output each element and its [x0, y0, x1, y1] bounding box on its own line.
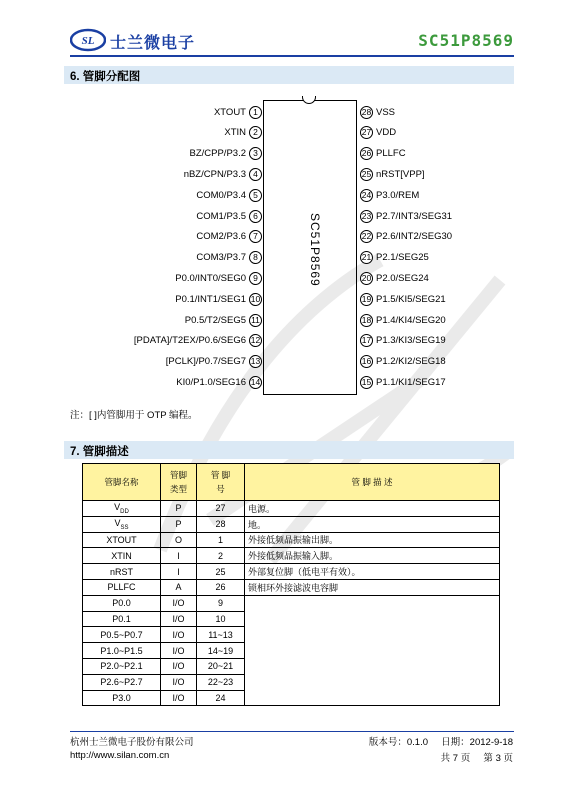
pin-name: P1.2/KI2/SEG18 — [376, 356, 446, 368]
pin-9 — [175, 270, 262, 286]
chip-label: SC51P8569 — [308, 213, 322, 287]
cell-type: O — [161, 532, 197, 548]
cell-name: P0.0 — [83, 595, 161, 611]
table-row — [83, 516, 500, 532]
pin-name: BZ/CPP/P3.2 — [189, 148, 246, 160]
pin-name: PLLFC — [376, 148, 406, 160]
cell-num: 2 — [197, 548, 245, 564]
table-row — [83, 501, 500, 517]
cell-type: I/O — [161, 611, 197, 627]
pin-name: KI0/P1.0/SEG16 — [176, 376, 246, 388]
cell-desc: 外接低频晶振输入脚。 — [245, 548, 500, 564]
cell-name: P2.6~P2.7 — [83, 674, 161, 690]
column-header-pin-name: 管脚名称 — [83, 464, 161, 501]
pin-11 — [185, 312, 262, 328]
cell-num: 1 — [197, 532, 245, 548]
cell-num: 26 — [197, 579, 245, 595]
pin-5 — [196, 187, 262, 203]
cell-type: A — [161, 579, 197, 595]
pin-number-badge: 3 — [249, 147, 262, 160]
cell-name: XTIN — [83, 548, 161, 564]
pin-number-badge: 4 — [249, 168, 262, 181]
cell-type: I/O — [161, 643, 197, 659]
cell-num: 10 — [197, 611, 245, 627]
pin-number-badge: 12 — [250, 335, 261, 346]
column-header-pin-type: 管脚 类型 — [161, 464, 197, 501]
cell-type: P — [161, 501, 197, 517]
pin-name: XTOUT — [213, 106, 246, 118]
pin-name: nBZ/CPN/P3.3 — [183, 168, 246, 180]
pin-name: [PDATA]/T2EX/P0.6/SEG6 — [133, 335, 246, 347]
cell-desc: 外接低频晶振输出脚。 — [245, 532, 500, 548]
pin-name: P2.0/SEG24 — [376, 272, 429, 284]
pin-27 — [360, 125, 396, 141]
cell-type: P — [161, 516, 197, 532]
cell-num: 11~13 — [197, 627, 245, 643]
pin-number-badge: 28 — [361, 106, 372, 117]
pin-name: P2.1/SEG25 — [376, 252, 429, 264]
pin-number-badge: 8 — [249, 251, 262, 264]
pin-19 — [360, 291, 446, 307]
cell-name: P3.0 — [83, 690, 161, 706]
footer-page-count: 共 7 页 第 3 页 — [440, 753, 513, 764]
section-heading-pin-description: 7. 管脚描述 — [64, 441, 514, 459]
pin-20 — [360, 270, 429, 286]
pin-name: P1.1/KI1/SEG17 — [376, 376, 446, 388]
pin-number-badge: 22 — [361, 231, 372, 242]
pin-number-badge: 21 — [361, 252, 372, 263]
pin-3 — [190, 146, 263, 162]
cell-num: 14~19 — [197, 643, 245, 659]
pin-number-badge: 6 — [249, 210, 262, 223]
pin-name: XTIN — [224, 127, 246, 139]
pin-23 — [360, 208, 452, 224]
otp-note: 注：[ ]内管脚用于 OTP 编程。 — [70, 410, 198, 421]
table-row — [83, 548, 500, 564]
pin-15 — [360, 374, 446, 390]
pin-12 — [134, 333, 262, 349]
pin-14 — [176, 374, 262, 390]
svg-text:SL: SL — [81, 35, 95, 47]
section-heading-pin-assignment: 6. 管脚分配图 — [64, 66, 514, 84]
cell-desc: 电源。 — [245, 501, 500, 517]
cell-type: I/O — [161, 658, 197, 674]
cell-num: 24 — [197, 690, 245, 706]
pin-number-badge: 20 — [361, 272, 372, 283]
pin-name: VDD — [376, 127, 397, 139]
cell-name: P2.0~P2.1 — [83, 658, 161, 674]
column-header-pin-number: 管 脚 号 — [197, 464, 245, 501]
pin-number-badge: 25 — [361, 168, 372, 179]
pin-name: COM1/P3.5 — [196, 210, 246, 222]
cell-name: PLLFC — [83, 579, 161, 595]
pin-name: [PCLK]/P0.7/SEG7 — [165, 356, 246, 368]
cell-type: I/O — [161, 690, 197, 706]
page-header — [70, 28, 514, 54]
pin-number-badge: 19 — [361, 293, 372, 304]
pin-name: COM2/P3.6 — [196, 231, 246, 243]
cell-type: I/O — [161, 627, 197, 643]
pin-number-badge: 24 — [361, 189, 372, 200]
table-row — [83, 564, 500, 580]
cell-num: 27 — [197, 501, 245, 517]
pin-name: P0.0/INT0/SEG0 — [175, 272, 246, 284]
cell-name: $V_{DD}$ — [83, 501, 161, 517]
pin-number-badge: 23 — [361, 210, 372, 221]
pin-number-badge: 13 — [250, 356, 261, 367]
pin-10 — [175, 291, 262, 307]
cell-num: 20~21 — [197, 658, 245, 674]
pin-name: COM0/P3.4 — [196, 189, 246, 201]
pin-28 — [360, 104, 395, 120]
pin-number-badge: 2 — [249, 126, 262, 139]
pin-26 — [360, 146, 406, 162]
pin-description-table — [82, 463, 500, 706]
footer-url: http://www.silan.com.cn — [70, 750, 170, 761]
cell-desc: 外部复位脚（低电平有效）。 — [245, 564, 500, 580]
pin-name: COM3/P3.7 — [196, 252, 246, 264]
cell-name: P0.5~P0.7 — [83, 627, 161, 643]
pin-name: P0.5/T2/SEG5 — [184, 314, 246, 326]
pin-name: P1.4/KI4/SEG20 — [376, 314, 446, 326]
table-row — [83, 532, 500, 548]
model-number: SC51P8569 — [418, 31, 514, 50]
pin-name: P2.7/INT3/SEG31 — [376, 210, 453, 222]
table-row — [83, 579, 500, 595]
column-header-pin-description: 管 脚 描 述 — [245, 464, 500, 501]
pin-name: nRST[VPP] — [376, 168, 425, 180]
footer-company: 杭州士兰微电子股份有限公司 — [70, 737, 194, 748]
pin-number-badge: 14 — [250, 376, 261, 387]
pin-number-badge: 26 — [361, 148, 372, 159]
pin-1 — [214, 104, 262, 120]
cell-name: P1.0~P1.5 — [83, 643, 161, 659]
cell-name: P0.1 — [83, 611, 161, 627]
pin-2 — [224, 125, 262, 141]
pin-number-badge: 15 — [361, 376, 372, 387]
pin-4 — [184, 166, 262, 182]
table-row — [83, 595, 500, 611]
pin-18 — [360, 312, 446, 328]
pin-number-badge: 1 — [249, 106, 262, 119]
footer-version-date: 版本号：0.1.0 日期：2012-9-18 — [368, 737, 513, 748]
pin-name: P1.3/KI3/SEG19 — [376, 335, 446, 347]
pin-16 — [360, 354, 446, 370]
cell-num: 22~23 — [197, 674, 245, 690]
pin-number-badge: 5 — [249, 189, 262, 202]
header-divider — [70, 55, 514, 57]
cell-type: I — [161, 564, 197, 580]
cell-num: 9 — [197, 595, 245, 611]
cell-name: XTOUT — [83, 532, 161, 548]
silan-logo-icon — [70, 28, 106, 52]
pin-13 — [166, 354, 262, 370]
pin-number-badge: 17 — [361, 335, 372, 346]
pin-number-badge: 11 — [249, 314, 262, 327]
company-name: 士兰微电子 — [110, 35, 196, 52]
pin-22 — [360, 229, 452, 245]
cell-name: nRST — [83, 564, 161, 580]
pin-7 — [196, 229, 262, 245]
pin-6 — [196, 208, 262, 224]
pin-number-badge: 9 — [249, 272, 262, 285]
cell-desc: 地。 — [245, 516, 500, 532]
cell-type: I — [161, 548, 197, 564]
pin-number-badge: 18 — [361, 314, 372, 325]
footer-divider — [70, 731, 514, 732]
pin-name: P1.5/KI5/SEG21 — [376, 293, 446, 305]
pin-8 — [196, 250, 262, 266]
pin-number-badge: 27 — [361, 127, 372, 138]
pin-25 — [360, 166, 425, 182]
cell-desc: 锁相环外接滤波电容脚 — [245, 579, 500, 595]
pin-name: P3.0/REM — [376, 189, 420, 201]
cell-desc — [245, 595, 500, 706]
pin-number-badge: 10 — [250, 293, 261, 304]
pin-name: P0.1/INT1/SEG1 — [175, 293, 246, 305]
pin-24 — [360, 187, 419, 203]
pin-17 — [360, 333, 446, 349]
cell-type: I/O — [161, 595, 197, 611]
pin-21 — [360, 250, 429, 266]
cell-num: 25 — [197, 564, 245, 580]
cell-num: 28 — [197, 516, 245, 532]
cell-name: $V_{SS}$ — [83, 516, 161, 532]
pin-name: VSS — [376, 106, 396, 118]
pin-number-badge: 7 — [249, 230, 262, 243]
pin-name: P2.6/INT2/SEG30 — [376, 231, 453, 243]
cell-type: I/O — [161, 674, 197, 690]
pin-number-badge: 16 — [361, 356, 372, 367]
